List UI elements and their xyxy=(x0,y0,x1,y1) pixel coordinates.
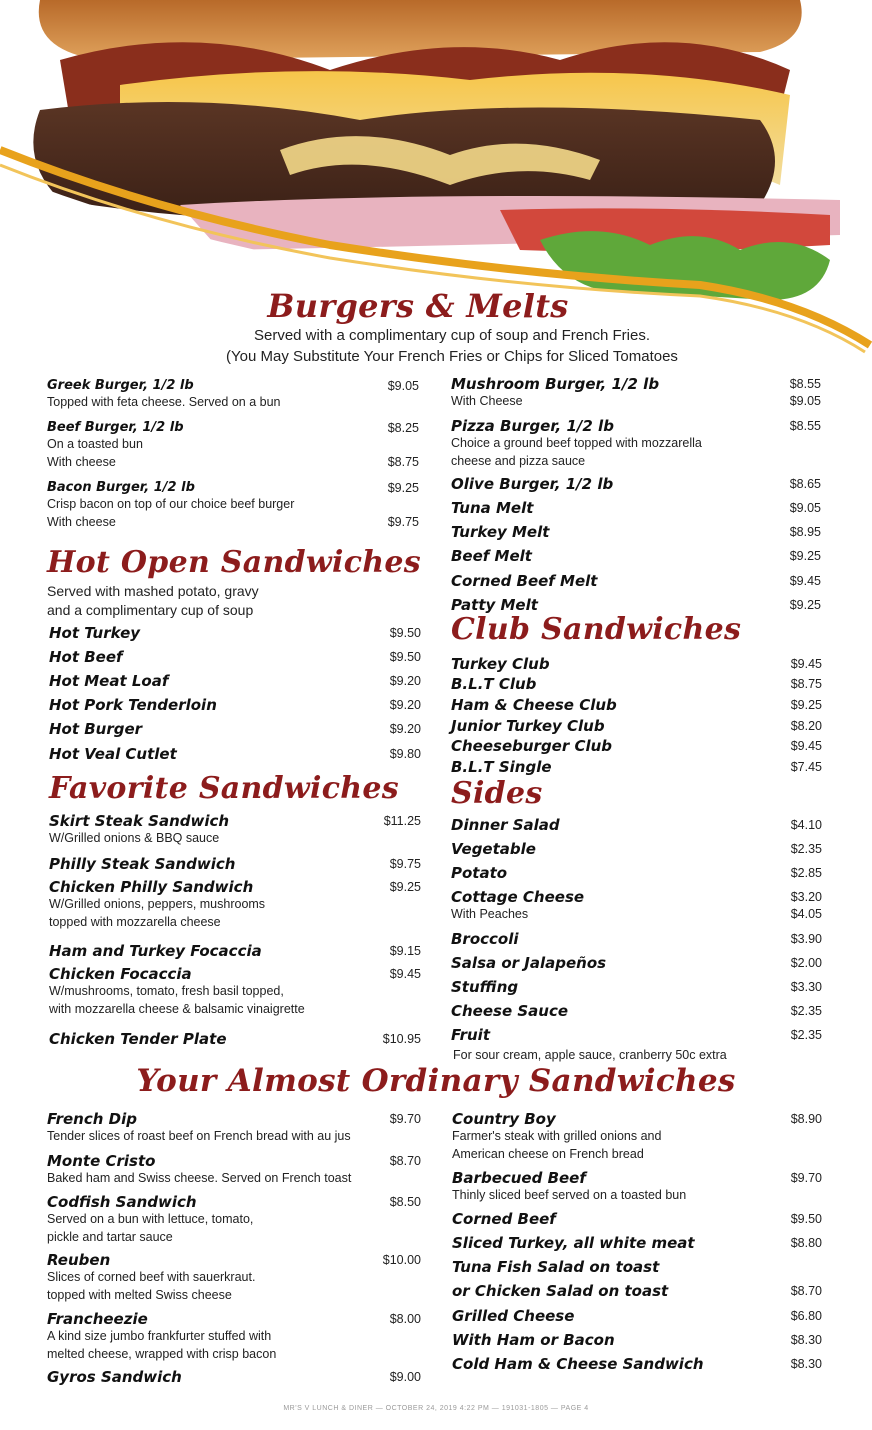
menu-item-name: Greek Burger, 1/2 lb xyxy=(47,378,194,393)
menu-item-price: $8.50 xyxy=(389,1194,421,1209)
menu-item-price: $9.25 xyxy=(387,480,419,495)
menu-item-price: $9.25 xyxy=(790,697,822,712)
menu-item-description: Served on a bun with lettuce, tomato, xyxy=(47,1212,254,1226)
menu-item-name: Turkey Melt xyxy=(451,523,550,541)
menu-item-price: $3.90 xyxy=(790,931,822,946)
menu-item-price: $9.45 xyxy=(790,656,822,671)
menu-item-name: Ham and Turkey Focaccia xyxy=(49,942,262,960)
menu-item-name: Broccoli xyxy=(451,930,519,948)
hot-open-subtitle-2: and a complimentary cup of soup xyxy=(47,602,254,618)
menu-item-name: Francheezie xyxy=(47,1310,148,1328)
burgers-subtitle-2: (You May Substitute Your French Fries or Chips for Sliced Tomatoes xyxy=(226,348,678,365)
menu-item-price: $2.85 xyxy=(790,865,822,880)
ordinary-sandwiches-heading: Your Almost Ordinary Sandwiches xyxy=(136,1063,736,1099)
menu-item-name: Hot Meat Loaf xyxy=(49,672,169,690)
menu-item-name: Corned Beef Melt xyxy=(451,572,598,590)
menu-item-price: $9.00 xyxy=(389,1369,421,1384)
menu-item-price: $2.35 xyxy=(790,1003,822,1018)
menu-item-extra-price: $9.05 xyxy=(789,394,821,408)
menu-item-price: $9.25 xyxy=(789,548,821,563)
menu-item-description: W/Grilled onions, peppers, mushrooms xyxy=(49,897,266,911)
menu-item-price: $9.20 xyxy=(389,721,421,736)
menu-item-name: Cheese Sauce xyxy=(451,1002,569,1020)
menu-item-price: $9.20 xyxy=(389,673,421,688)
menu-item-description: cheese and pizza sauce xyxy=(451,454,586,468)
menu-item-name: Fruit xyxy=(451,1026,490,1044)
menu-item-description: pickle and tartar sauce xyxy=(47,1230,173,1244)
page-footer: MR'S V LUNCH & DINER — OCTOBER 24, 2019 4:22 PM — 191031-1805 — PAGE 4 xyxy=(283,1405,589,1412)
menu-item-description: On a toasted bun xyxy=(47,437,143,451)
menu-item-name: Hot Turkey xyxy=(49,624,141,642)
menu-item-name: Turkey Club xyxy=(451,655,550,673)
menu-item-name: Ham & Cheese Club xyxy=(451,696,617,714)
menu-item-name: Olive Burger, 1/2 lb xyxy=(451,475,614,493)
menu-item-name: Corned Beef xyxy=(452,1210,556,1228)
menu-item-description: Crisp bacon on top of our choice beef burger xyxy=(47,497,295,511)
menu-item-name: Hot Veal Cutlet xyxy=(49,745,177,763)
sides-note: For sour cream, apple sauce, cranberry 50c extra xyxy=(453,1048,727,1062)
menu-item-name: or Chicken Salad on toast xyxy=(452,1282,669,1300)
menu-item-name: B.L.T Single xyxy=(451,758,552,776)
menu-item-price: $8.70 xyxy=(790,1283,822,1298)
menu-item-name: Beef Burger, 1/2 lb xyxy=(47,420,184,435)
menu-item-name: Beef Melt xyxy=(451,547,532,565)
menu-item-name: Philly Steak Sandwich xyxy=(49,855,236,873)
menu-item-name: Bacon Burger, 1/2 lb xyxy=(47,480,195,495)
menu-item-name: Grilled Cheese xyxy=(452,1307,575,1325)
menu-item-price: $2.35 xyxy=(790,841,822,856)
burgers-melts-heading: Burgers & Melts xyxy=(267,287,569,325)
menu-item-price: $9.45 xyxy=(789,573,821,588)
menu-item-description: American cheese on French bread xyxy=(452,1147,644,1161)
menu-item-name: Chicken Tender Plate xyxy=(49,1030,227,1048)
menu-item-description: With cheese xyxy=(47,515,116,529)
menu-item-description: With Peaches xyxy=(451,907,529,921)
menu-item-price: $9.20 xyxy=(389,697,421,712)
menu-item-name: Hot Pork Tenderloin xyxy=(49,696,217,714)
menu-item-extra-price: $4.05 xyxy=(790,907,822,921)
menu-item-price: $7.45 xyxy=(790,759,822,774)
menu-item-price: $9.70 xyxy=(790,1170,822,1185)
menu-item-name: Skirt Steak Sandwich xyxy=(49,812,230,830)
menu-item-price: $8.20 xyxy=(790,718,822,733)
menu-item-description: Farmer's steak with grilled onions and xyxy=(452,1129,662,1143)
menu-item-name: Stuffing xyxy=(451,978,519,996)
menu-item-price: $6.80 xyxy=(790,1308,822,1323)
menu-item-price: $9.25 xyxy=(789,597,821,612)
hot-open-sandwiches-heading: Hot Open Sandwiches xyxy=(47,545,421,580)
menu-item-name: Patty Melt xyxy=(451,596,538,614)
menu-item-price: $3.30 xyxy=(790,979,822,994)
menu-item-price: $9.80 xyxy=(389,746,421,761)
menu-item-name: Tuna Melt xyxy=(451,499,534,517)
menu-item-name: Cottage Cheese xyxy=(451,888,585,906)
menu-item-name: Vegetable xyxy=(451,840,536,858)
menu-item-name: Hot Beef xyxy=(49,648,123,666)
club-sandwiches-heading: Club Sandwiches xyxy=(451,612,742,647)
menu-item-price: $8.95 xyxy=(789,524,821,539)
menu-item-description: A kind size jumbo frankfurter stuffed with xyxy=(47,1329,272,1343)
menu-item-name: Dinner Salad xyxy=(451,816,560,834)
menu-item-name: Gyros Sandwich xyxy=(47,1368,182,1386)
menu-item-price: $10.00 xyxy=(382,1252,421,1267)
menu-item-name: Sliced Turkey, all white meat xyxy=(452,1234,695,1252)
menu-item-price: $9.05 xyxy=(387,378,419,393)
menu-item-price: $10.95 xyxy=(382,1031,421,1046)
menu-item-price: $9.50 xyxy=(389,625,421,640)
menu-item-description: W/Grilled onions & BBQ sauce xyxy=(49,831,220,845)
menu-item-price: $2.35 xyxy=(790,1027,822,1042)
menu-item-price: $9.25 xyxy=(389,879,421,894)
menu-item-description: topped with mozzarella cheese xyxy=(49,915,221,929)
menu-item-name: Codfish Sandwich xyxy=(47,1193,197,1211)
menu-item-price: $9.70 xyxy=(389,1111,421,1126)
menu-item-name: Monte Cristo xyxy=(47,1152,156,1170)
menu-item-price: $8.80 xyxy=(790,1235,822,1250)
menu-item-name: Reuben xyxy=(47,1251,111,1269)
menu-item-description: Baked ham and Swiss cheese. Served on French toast xyxy=(47,1171,352,1185)
menu-item-extra-price: $9.75 xyxy=(387,515,419,529)
menu-item-price: $8.25 xyxy=(387,420,419,435)
menu-item-description: Topped with feta cheese. Served on a bun xyxy=(47,395,281,409)
menu-item-price: $2.00 xyxy=(790,955,822,970)
menu-item-description: melted cheese, wrapped with crisp bacon xyxy=(47,1347,277,1361)
menu-item-name: Potato xyxy=(451,864,508,882)
menu-item-price: $8.55 xyxy=(789,376,821,391)
menu-item-price: $8.90 xyxy=(790,1111,822,1126)
menu-item-name: Cold Ham & Cheese Sandwich xyxy=(452,1355,704,1373)
menu-item-name: Barbecued Beef xyxy=(452,1169,586,1187)
menu-item-price: $8.00 xyxy=(389,1311,421,1326)
menu-item-name: Mushroom Burger, 1/2 lb xyxy=(451,375,660,393)
menu-item-price: $9.15 xyxy=(389,943,421,958)
menu-item-description: With Cheese xyxy=(451,394,523,408)
menu-item-description: topped with melted Swiss cheese xyxy=(47,1288,232,1302)
menu-item-price: $11.25 xyxy=(383,813,421,828)
menu-item-name: Country Boy xyxy=(452,1110,556,1128)
menu-item-price: $8.75 xyxy=(790,676,822,691)
menu-item-price: $8.65 xyxy=(789,476,821,491)
menu-item-price: $8.30 xyxy=(790,1356,822,1371)
menu-item-name: Hot Burger xyxy=(49,720,143,738)
menu-item-name: B.L.T Club xyxy=(451,675,537,693)
menu-item-name: Chicken Philly Sandwich xyxy=(49,878,254,896)
menu-item-name: With Ham or Bacon xyxy=(452,1331,615,1349)
menu-item-name: Junior Turkey Club xyxy=(451,717,605,735)
menu-item-name: Cheeseburger Club xyxy=(451,737,613,755)
menu-item-description: Slices of corned beef with sauerkraut. xyxy=(47,1270,256,1284)
menu-item-description: Choice a ground beef topped with mozzarella xyxy=(451,436,702,450)
menu-item-name: Salsa or Jalapeños xyxy=(451,954,607,972)
burgers-subtitle-1: Served with a complimentary cup of soup and French Fries. xyxy=(253,327,650,344)
menu-item-name: French Dip xyxy=(47,1110,137,1128)
favorite-sandwiches-heading: Favorite Sandwiches xyxy=(49,771,399,806)
menu-item-price: $4.10 xyxy=(790,817,822,832)
menu-item-price: $9.75 xyxy=(389,856,421,871)
menu-item-price: $9.45 xyxy=(790,738,822,753)
menu-item-description: W/mushrooms, tomato, fresh basil topped, xyxy=(49,984,284,998)
menu-item-price: $9.50 xyxy=(389,649,421,664)
sides-heading: Sides xyxy=(451,776,543,811)
hot-open-subtitle-1: Served with mashed potato, gravy xyxy=(47,583,259,599)
menu-item-description: with mozzarella cheese & balsamic vinaigrette xyxy=(49,1002,305,1016)
menu-item-price: $9.45 xyxy=(389,966,421,981)
menu-item-price: $8.55 xyxy=(789,418,821,433)
menu-item-description: With cheese xyxy=(47,455,116,469)
menu-item-price: $9.05 xyxy=(789,500,821,515)
menu-item-price: $9.50 xyxy=(790,1211,822,1226)
menu-item-description: Thinly sliced beef served on a toasted bun xyxy=(452,1188,687,1202)
menu-item-price: $8.30 xyxy=(790,1332,822,1347)
menu-item-name: Chicken Focaccia xyxy=(49,965,192,983)
menu-item-extra-price: $8.75 xyxy=(387,455,419,469)
menu-item-price: $8.70 xyxy=(389,1153,421,1168)
menu-item-price: $3.20 xyxy=(790,889,822,904)
menu-item-name: Tuna Fish Salad on toast xyxy=(452,1258,660,1276)
menu-item-description: Tender slices of roast beef on French bread with au jus xyxy=(47,1129,351,1143)
menu-item-name: Pizza Burger, 1/2 lb xyxy=(451,417,614,435)
